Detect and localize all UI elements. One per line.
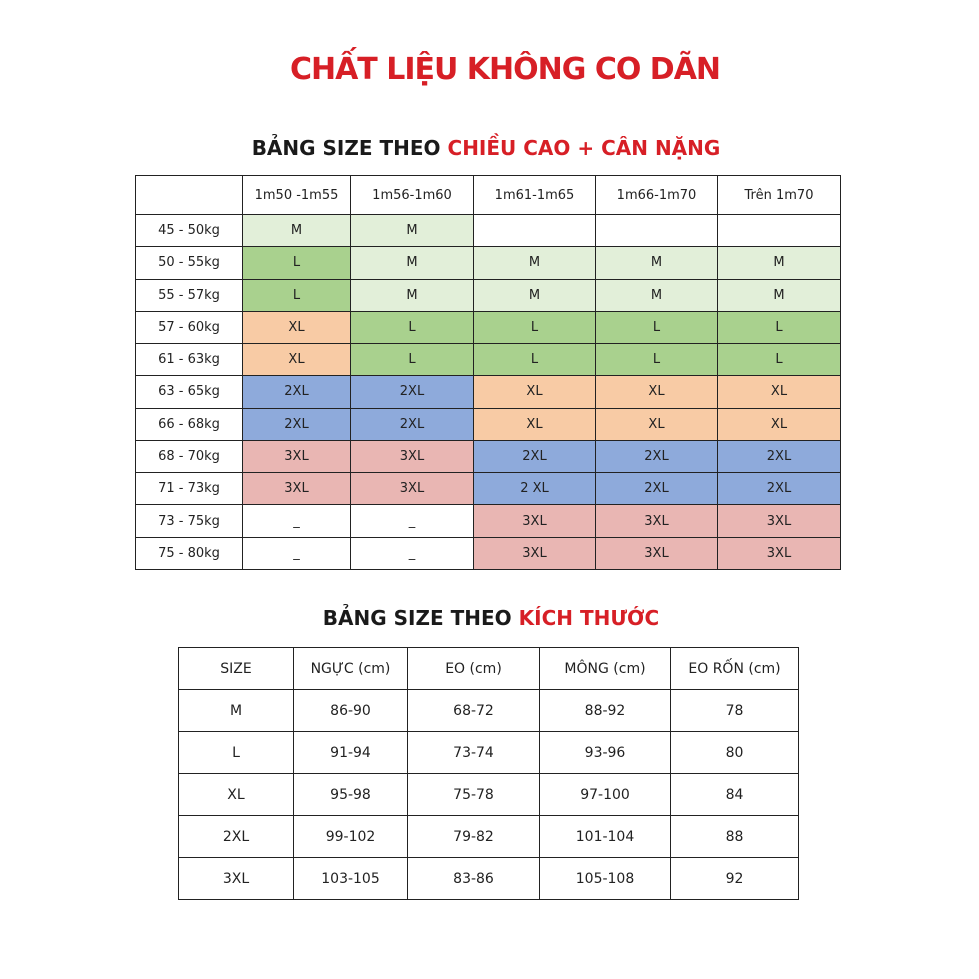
- height-weight-table-header: [136, 176, 841, 215]
- measurement-section-title: [0, 604, 979, 632]
- measurement-header-row: [179, 648, 799, 690]
- measurement-cell: 68-72: [408, 690, 540, 732]
- table-row: [136, 279, 841, 311]
- measurement-header-cell: NGỰC (cm): [294, 648, 408, 690]
- size-cell: _: [243, 505, 351, 537]
- table-corner-cell: [136, 176, 243, 215]
- size-cell: XL: [596, 376, 718, 408]
- weight-range-cell: 73 - 75kg: [136, 505, 243, 537]
- size-cell: 2 XL: [474, 473, 596, 505]
- size-cell: L: [474, 311, 596, 343]
- table-row: [136, 440, 841, 472]
- size-cell: 3XL: [718, 537, 841, 569]
- size-cell: M: [596, 247, 718, 279]
- size-cell: L: [243, 279, 351, 311]
- measurement-cell: 78: [671, 690, 799, 732]
- height-weight-size-table: [135, 175, 841, 570]
- size-label-cell: 2XL: [179, 816, 294, 858]
- height-header-cell: 1m61-1m65: [474, 176, 596, 215]
- table-row: [179, 690, 799, 732]
- table-row: [136, 247, 841, 279]
- measurement-table-body: [179, 690, 799, 900]
- table-row: [136, 215, 841, 247]
- table-row: [136, 505, 841, 537]
- weight-range-cell: 50 - 55kg: [136, 247, 243, 279]
- measurement-cell: 103-105: [294, 858, 408, 900]
- size-cell: 2XL: [718, 473, 841, 505]
- size-cell: L: [718, 311, 841, 343]
- size-label-cell: XL: [179, 774, 294, 816]
- measurement-header-cell: SIZE: [179, 648, 294, 690]
- size-cell: _: [351, 505, 474, 537]
- measurement-cell: 101-104: [540, 816, 671, 858]
- height-header-row: [136, 176, 841, 215]
- height-header-cell: 1m56-1m60: [351, 176, 474, 215]
- size-cell: 2XL: [351, 408, 474, 440]
- size-cell: _: [351, 537, 474, 569]
- table-row: [179, 816, 799, 858]
- weight-range-cell: 75 - 80kg: [136, 537, 243, 569]
- size-cell: L: [596, 311, 718, 343]
- measurement-cell: 88: [671, 816, 799, 858]
- size-cell: M: [596, 279, 718, 311]
- size-label-cell: M: [179, 690, 294, 732]
- size-cell: 3XL: [243, 473, 351, 505]
- size-cell: M: [718, 247, 841, 279]
- size-cell: 2XL: [243, 408, 351, 440]
- height-weight-title-part2: CHIỀU CAO + CÂN NẶNG: [447, 136, 721, 160]
- size-cell: 3XL: [351, 473, 474, 505]
- size-cell: 3XL: [351, 440, 474, 472]
- size-cell: 2XL: [596, 440, 718, 472]
- weight-range-cell: 61 - 63kg: [136, 344, 243, 376]
- size-cell: M: [718, 279, 841, 311]
- height-header-cell: 1m50 -1m55: [243, 176, 351, 215]
- size-cell: M: [351, 215, 474, 247]
- height-header-cell: 1m66-1m70: [596, 176, 718, 215]
- size-label-cell: L: [179, 732, 294, 774]
- size-cell: XL: [596, 408, 718, 440]
- table-row: [136, 408, 841, 440]
- measurement-header-cell: MÔNG (cm): [540, 648, 671, 690]
- main-title: CHẤT LIỆU KHÔNG CO DÃN: [289, 52, 721, 87]
- measurement-cell: 92: [671, 858, 799, 900]
- measurement-cell: 75-78: [408, 774, 540, 816]
- table-row: [136, 537, 841, 569]
- measurement-cell: 97-100: [540, 774, 671, 816]
- size-cell: M: [351, 279, 474, 311]
- size-cell: M: [351, 247, 474, 279]
- size-cell: _: [243, 537, 351, 569]
- size-cell: 3XL: [474, 505, 596, 537]
- table-row: [179, 858, 799, 900]
- size-cell: L: [243, 247, 351, 279]
- table-row: [179, 774, 799, 816]
- weight-range-cell: 63 - 65kg: [136, 376, 243, 408]
- size-cell: 3XL: [243, 440, 351, 472]
- measurement-title-part2: KÍCH THƯỚC: [518, 606, 660, 630]
- size-cell: M: [474, 247, 596, 279]
- table-row: [179, 732, 799, 774]
- table-row: [136, 344, 841, 376]
- size-cell: 2XL: [474, 440, 596, 472]
- height-weight-section-title: [0, 134, 972, 162]
- measurement-cell: 86-90: [294, 690, 408, 732]
- size-cell: 2XL: [718, 440, 841, 472]
- size-cell: M: [474, 279, 596, 311]
- size-cell: XL: [243, 311, 351, 343]
- size-cell: 2XL: [243, 376, 351, 408]
- size-cell: [596, 215, 718, 247]
- size-cell: 3XL: [596, 505, 718, 537]
- measurement-cell: 83-86: [408, 858, 540, 900]
- weight-range-cell: 57 - 60kg: [136, 311, 243, 343]
- measurement-cell: 73-74: [408, 732, 540, 774]
- size-cell: XL: [243, 344, 351, 376]
- size-cell: XL: [718, 408, 841, 440]
- measurement-cell: 79-82: [408, 816, 540, 858]
- weight-range-cell: 71 - 73kg: [136, 473, 243, 505]
- measurement-title-part1: BẢNG SIZE THEO: [322, 606, 512, 630]
- size-cell: L: [596, 344, 718, 376]
- size-cell: 2XL: [351, 376, 474, 408]
- size-cell: L: [351, 344, 474, 376]
- table-row: [136, 376, 841, 408]
- size-cell: 2XL: [596, 473, 718, 505]
- measurement-header-cell: EO RỐN (cm): [671, 648, 799, 690]
- size-label-cell: 3XL: [179, 858, 294, 900]
- table-row: [136, 311, 841, 343]
- size-cell: [474, 215, 596, 247]
- size-cell: XL: [474, 408, 596, 440]
- height-header-cell: Trên 1m70: [718, 176, 841, 215]
- weight-range-cell: 55 - 57kg: [136, 279, 243, 311]
- height-weight-table-body: [136, 215, 841, 570]
- size-cell: 3XL: [596, 537, 718, 569]
- measurement-cell: 91-94: [294, 732, 408, 774]
- height-weight-title-part1: BẢNG SIZE THEO: [251, 136, 441, 160]
- weight-range-cell: 66 - 68kg: [136, 408, 243, 440]
- table-row: [136, 473, 841, 505]
- measurement-cell: 99-102: [294, 816, 408, 858]
- weight-range-cell: 45 - 50kg: [136, 215, 243, 247]
- measurement-cell: 88-92: [540, 690, 671, 732]
- size-cell: XL: [474, 376, 596, 408]
- measurement-cell: 93-96: [540, 732, 671, 774]
- size-cell: M: [243, 215, 351, 247]
- measurement-cell: 80: [671, 732, 799, 774]
- measurement-cell: 105-108: [540, 858, 671, 900]
- size-cell: L: [474, 344, 596, 376]
- measurement-header-cell: EO (cm): [408, 648, 540, 690]
- measurement-cell: 95-98: [294, 774, 408, 816]
- measurement-cell: 84: [671, 774, 799, 816]
- size-cell: L: [351, 311, 474, 343]
- measurement-size-table: [178, 647, 799, 900]
- size-cell: 3XL: [474, 537, 596, 569]
- measurement-table-header: [179, 648, 799, 690]
- size-cell: 3XL: [718, 505, 841, 537]
- size-cell: L: [718, 344, 841, 376]
- weight-range-cell: 68 - 70kg: [136, 440, 243, 472]
- size-cell: XL: [718, 376, 841, 408]
- size-cell: [718, 215, 841, 247]
